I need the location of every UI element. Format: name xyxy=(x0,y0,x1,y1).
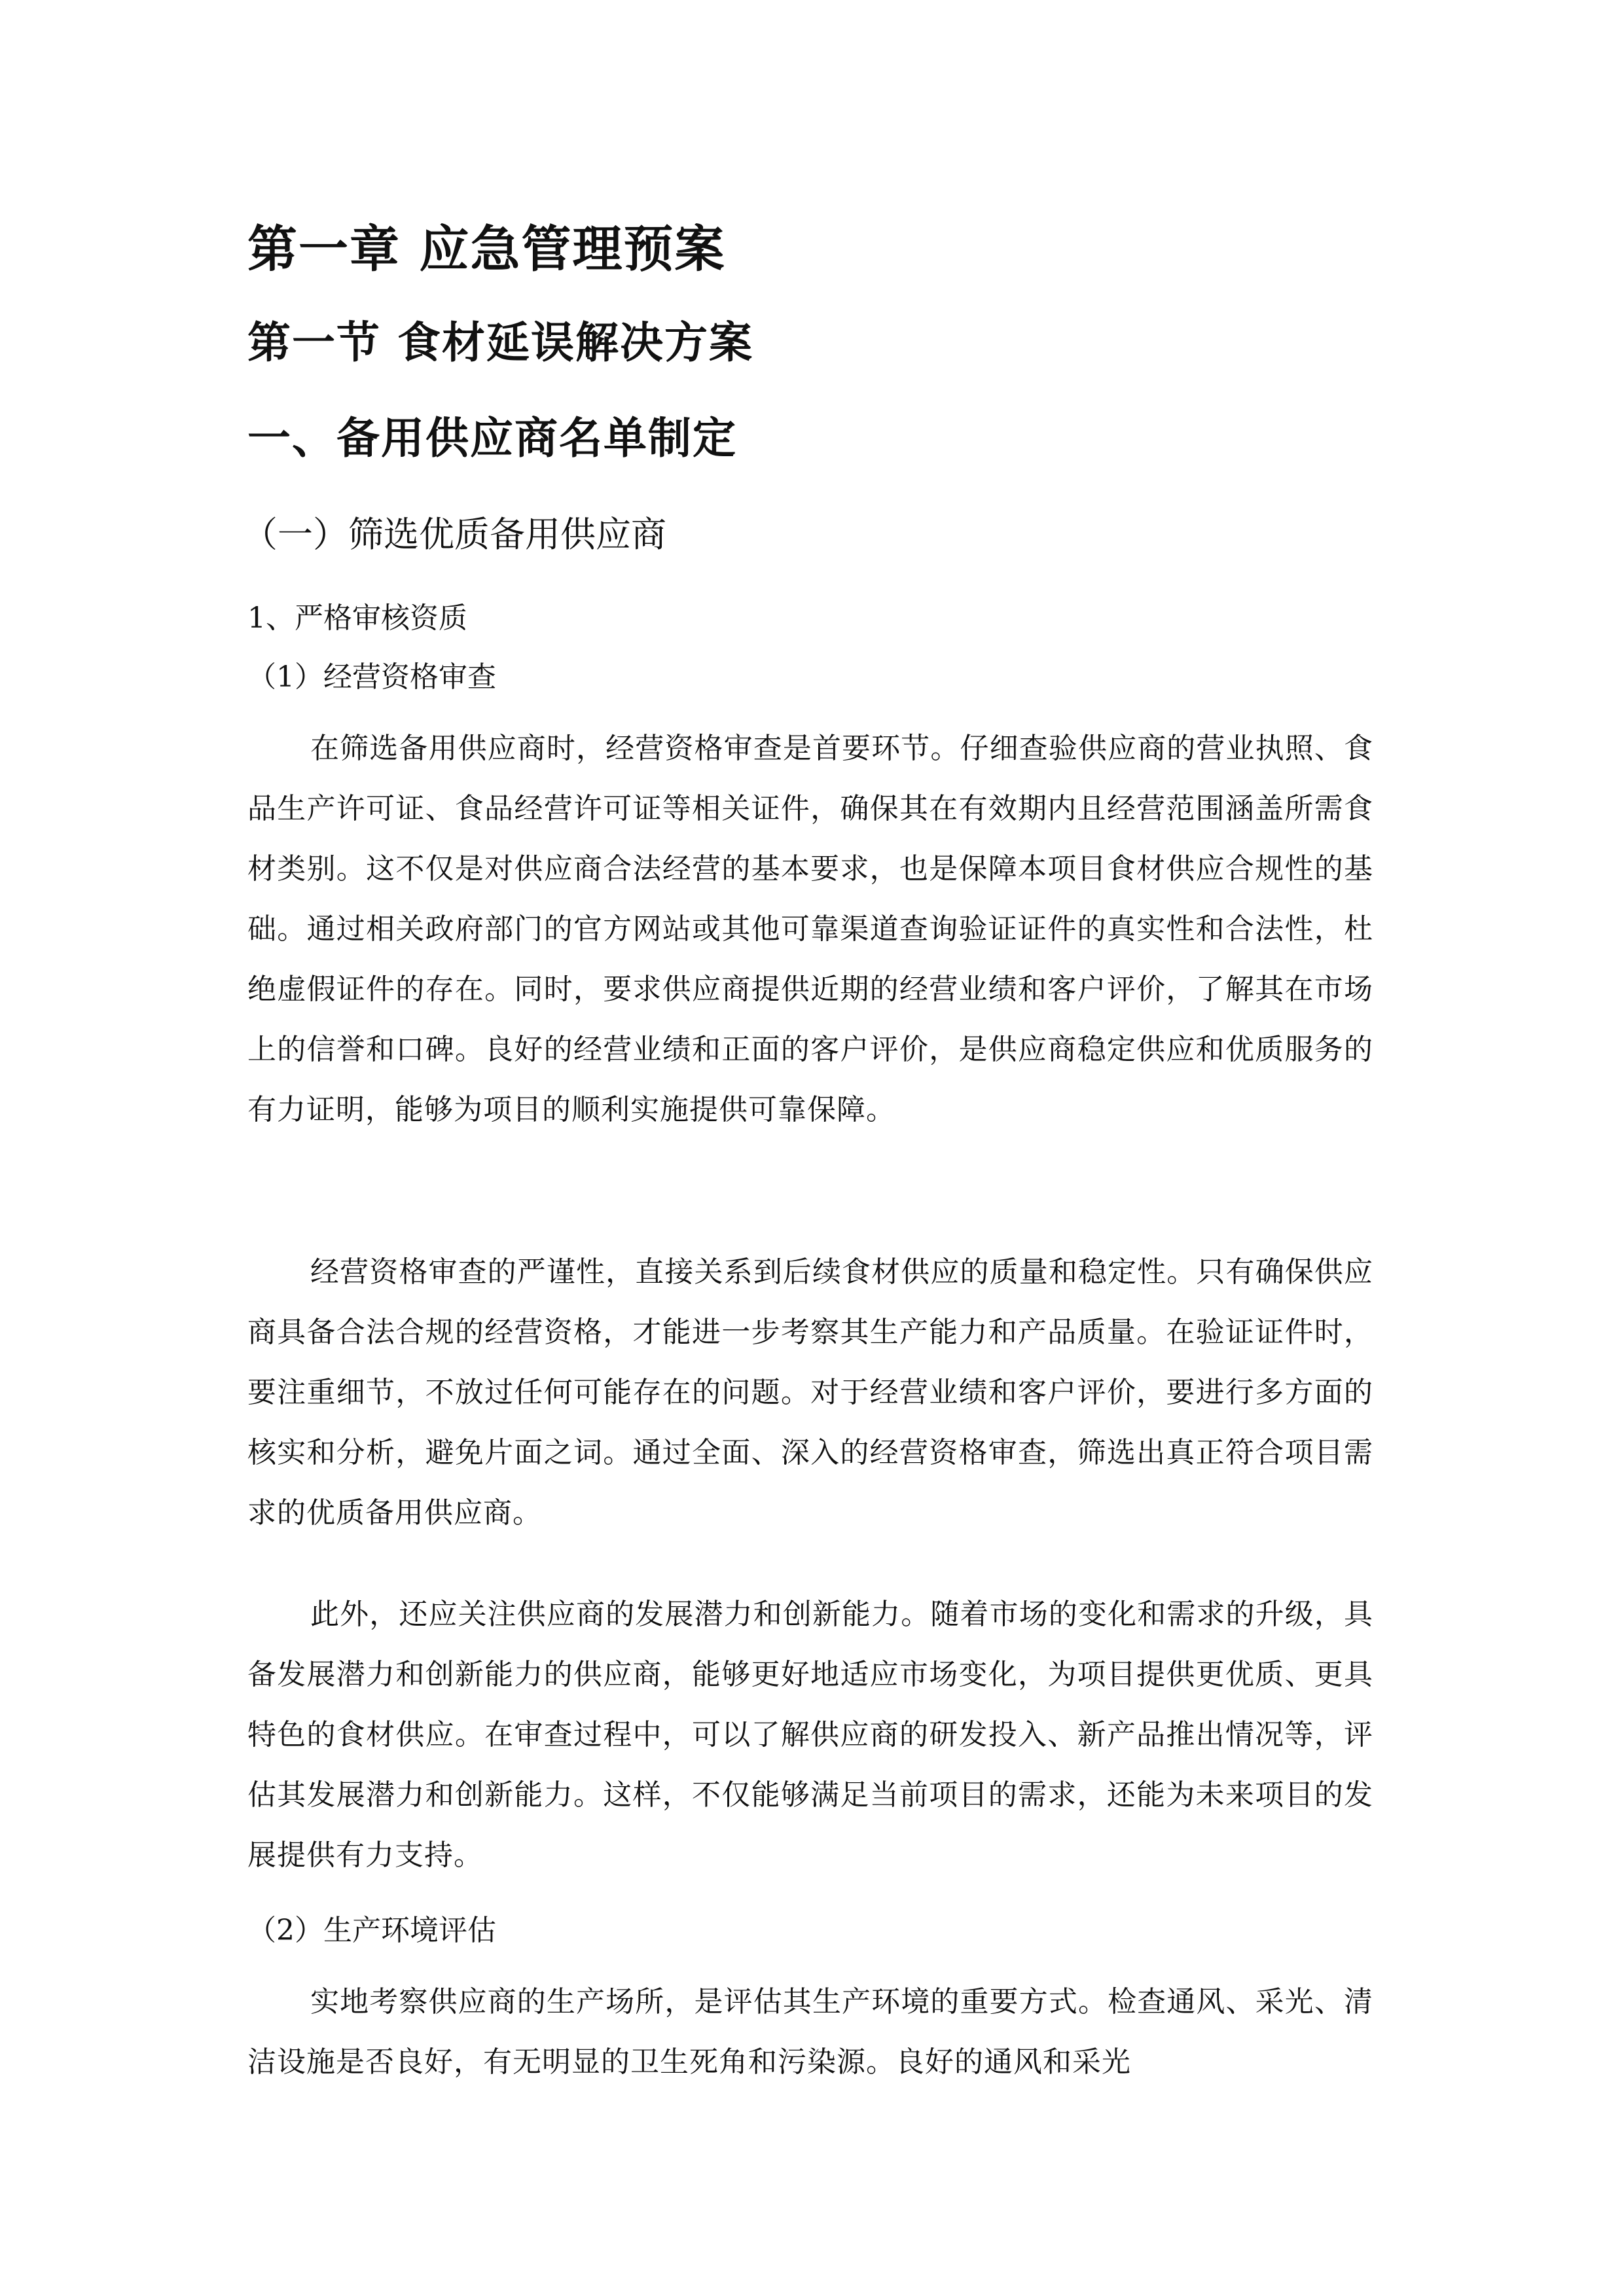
subsection-title: 一、备用供应商名单制定 xyxy=(247,413,737,463)
body-paragraph: 此外，还应关注供应商的发展潜力和创新能力。随着市场的变化和需求的升级，具备发展潜力和创新能力的供应商，能够更好地适应市场变化，为项目提供更优质、更具特色的食材供应。在审查过程中，可以了解供应商的研发投入、新产品推出情况等，评估其发展潜力和创新能力。这样，不仅能够满足当前项目的需求，还能为未来项目的发展提供有力支持。 xyxy=(247,1598,1373,1872)
sub-item-title: （1）经营资格审查 xyxy=(247,660,496,694)
subsubsection-title: （一）筛选优质备用供应商 xyxy=(242,514,666,555)
sub-item-title: （2）生产环境评估 xyxy=(247,1914,496,1947)
section-title: 第一节 食材延误解决方案 xyxy=(247,317,753,368)
item-title: 1、严格审核资质 xyxy=(247,601,467,635)
chapter-title: 第一章 应急管理预案 xyxy=(247,220,726,278)
body-paragraph: 实地考察供应商的生产场所，是评估其生产环境的重要方式。检查通风、采光、清洁设施是否良好，有无明显的卫生死角和污染源。良好的通风和采光 xyxy=(247,1985,1373,2079)
body-paragraph: 经营资格审查的严谨性，直接关系到后续食材供应的质量和稳定性。只有确保供应商具备合法合规的经营资格，才能进一步考察其生产能力和产品质量。在验证证件时，要注重细节，不放过任何可能存在的问题。对于经营业绩和客户评价，要进行多方面的核实和分析，避免片面之词。通过全面、深入的经营资格审查，筛选出真正符合项目需求的优质备用供应商。 xyxy=(247,1255,1373,1530)
body-paragraph: 在筛选备用供应商时，经营资格审查是首要环节。仔细查验供应商的营业执照、食品生产许可证、食品经营许可证等相关证件，确保其在有效期内且经营范围涵盖所需食材类别。这不仅是对供应商合法经营的基本要求，也是保障本项目食材供应合规性的基础。通过相关政府部门的官方网站或其他可靠渠道查询验证证件的真实性和合法性，杜绝虚假证件的存在。同时，要求供应商提供近期的经营业绩和客户评价，了解其在市场上的信誉和口碑。良好的经营业绩和正面的客户评价，是供应商稳定供应和优质服务的有力证明，能够为项目的顺利实施提供可靠保障。 xyxy=(247,732,1373,1126)
